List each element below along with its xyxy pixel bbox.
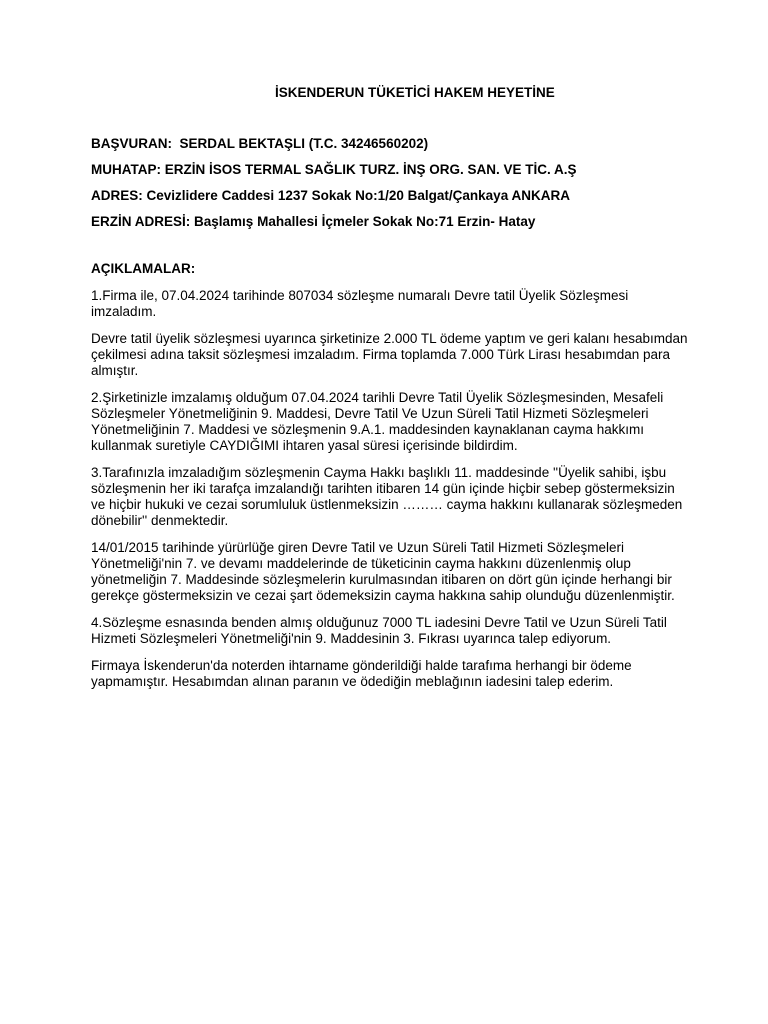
basvuran-value: SERDAL BEKTAŞLI (T.C. 34246560202) (179, 136, 429, 151)
basvuran-label: BAŞVURAN: (91, 136, 172, 151)
muhatap-value: ERZİN İSOS TERMAL SAĞLIK TURZ. İNŞ ORG. SAN. VE TİC. A.Ş (164, 162, 577, 177)
basvuran-line (91, 136, 691, 152)
erzin-adresi-label: ERZİN ADRESİ: (91, 214, 191, 229)
aciklamalar-heading: AÇIKLAMALAR: (91, 261, 196, 276)
paragraph-4: 3.Tarafınızla imzaladığım sözleşmenin Cayma Hakkı başlıklı 11. maddesinde ''Üyelik sahibi, işbu sözleşmenin her iki tarafça imzalandığı tarihten itibaren 14 gün içinde hiçbir sebep göstermeksizin ve hiçbir hukuki ve cezai sorumluluk üstlenmeksizin ……… cayma hakkını kullanarak sözleşmeden dönebilir'' denmektedir. (91, 465, 683, 528)
paragraph-5: 14/01/2015 tarihinde yürürlüğe giren Devre Tatil ve Uzun Süreli Tatil Hizmeti Sözleşmeleri Yönetmeliği'nin 7. ve devamı maddelerinde de tüketicinin cayma hakkını düzenlenmiş olup yönetmeliğin 7. Maddesinde sözleşmelerin kurulmasından itibaren on dört gün içinde herhangi bir gerekçe göstermeksizin ve cezai şart ödemeksizin cayma hakkına sahip olunduğu düzenlenmiştir. (91, 540, 675, 603)
paragraph-1: 1.Firma ile, 07.04.2024 tarihinde 807034 sözleşme numaralı Devre tatil Üyelik Sözleşmesi imzaladım. (91, 288, 629, 319)
adres-label: ADRES: (91, 188, 143, 203)
paragraph-7: Firmaya İskenderun'da noterden ihtarname gönderildiği halde tarafıma herhangi bir ödeme yapmamıştır. Hesabımdan alınan paranın ve ödediğin meblağının iadesini talep ederim. (91, 658, 632, 689)
paragraph-2: Devre tatil üyelik sözleşmesi uyarınca şirketinize 2.000 TL ödeme yaptım ve geri kalanı hesabımdan çekilmesi adına taksit sözleşmesi imzaladım. Firma toplamda 7.000 Türk Lirası hesabımdan para almıştır. (91, 331, 688, 378)
document-title: İSKENDERUN TÜKETİCİ HAKEM HEYETİNE (275, 85, 555, 100)
muhatap-line (91, 162, 691, 178)
paragraph-6: 4.Sözleşme esnasında benden almış olduğunuz 7000 TL iadesini Devre Tatil ve Uzun Süreli Tatil Hizmeti Sözleşmeleri Yönetmeliği'nin 9. Maddesinin 3. Fıkrası uyarınca talep ediyorum. (91, 615, 667, 646)
muhatap-label: MUHATAP: (91, 162, 161, 177)
erzin-adresi-line (91, 214, 691, 230)
adres-value: Cevizlidere Caddesi 1237 Sokak No:1/20 Balgat/Çankaya ANKARA (146, 188, 570, 203)
paragraph-3: 2.Şirketinizle imzalamış olduğum 07.04.2024 tarihli Devre Tatil Üyelik Sözleşmesinden, Mesafeli Sözleşmeler Yönetmeliğinin 9. Maddesi, Devre Tatil Ve Uzun Süreli Tatil Hizmeti Sözleşmeleri Yönetmeliğinin 7. Maddesi ve sözleşmenin 9.A.1. maddesinden kaynaklanan cayma hakkımı kullanmak suretiyle CAYDIĞIMI ihtaren yasal süresi içerisinde bildirdim. (91, 390, 664, 453)
erzin-adresi-value: Başlamış Mahallesi İçmeler Sokak No:71 Erzin- Hatay (194, 214, 536, 229)
document-body (91, 85, 691, 701)
adres-line (91, 188, 691, 204)
